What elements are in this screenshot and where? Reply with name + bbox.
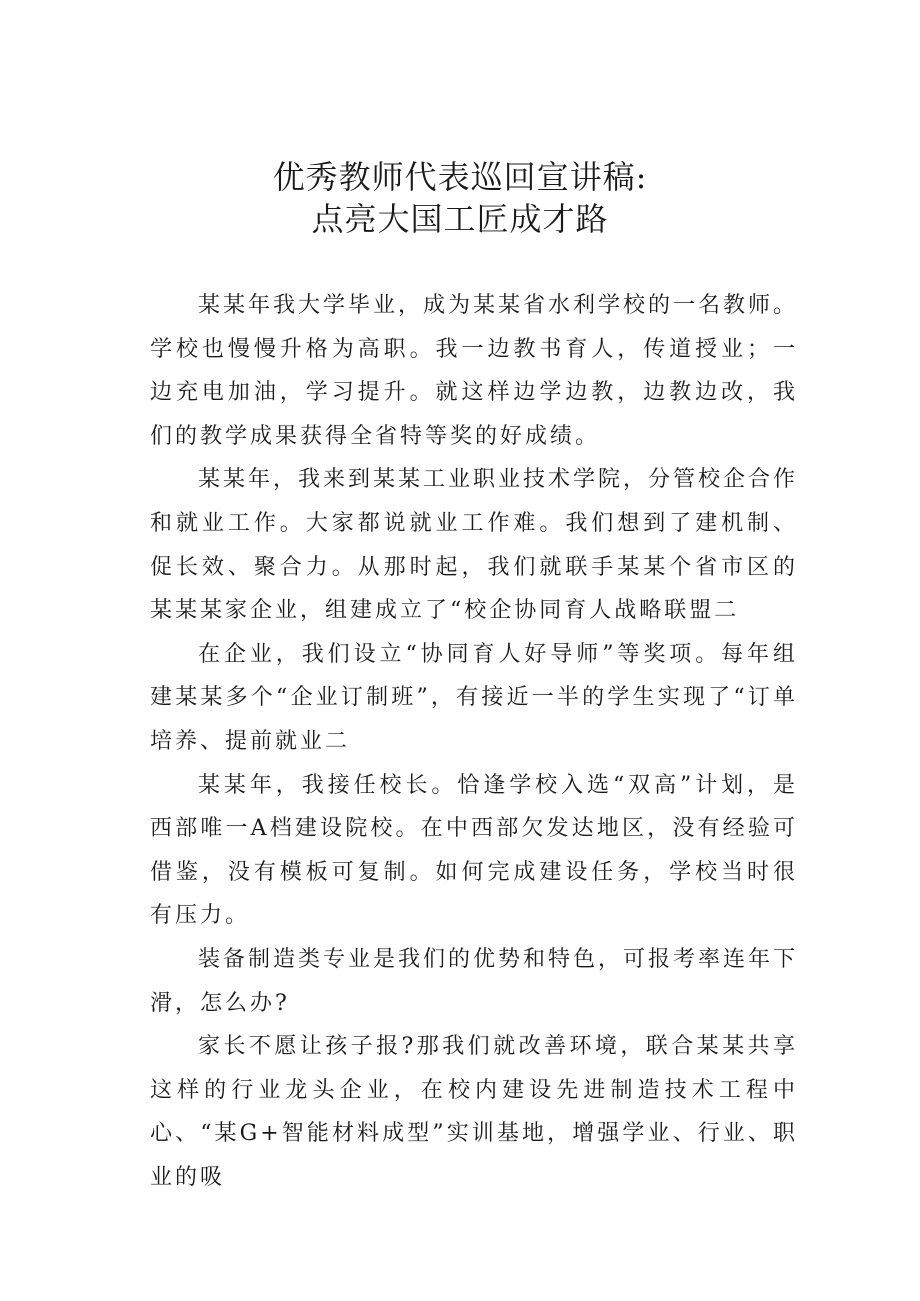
paragraph: 家长不愿让孩子报?那我们就改善环境，联合某某共享这样的行业龙头企业，在校内建设先进制造技术工程中心、“某G+智能材料成型”实训基地，增强学业、行业、职业的吸	[150, 1034, 798, 1190]
document-title-line-1: 优秀教师代表巡回宣讲稿:	[272, 158, 648, 196]
paragraph: 某某年我大学毕业，成为某某省水利学校的一名教师。学校也慢慢升格为高职。我一边教书育人，传道授业；一边充电加油，学习提升。就这样边学边教，边教边改，我们的教学成果获得全省特等奖的好成绩。	[150, 293, 799, 449]
paragraph: 某某年，我来到某某工业职业技术学院，分管校企合作和就业工作。大家都说就业工作难。我们想到了建机制、促长效、聚合力。从那时起，我们就联手某某个省市区的某某某家企业，组建成立了“校企协同育人战略联盟二	[150, 467, 799, 624]
document-body	[150, 284, 798, 1199]
paragraph: 装备制造类专业是我们的优势和特色，可报考率连年下滑，怎么办?	[150, 946, 799, 1016]
document-title-line-2: 点亮大国工匠成才路	[311, 200, 609, 238]
paragraph: 某某年，我接任校长。恰逢学校入选“双高”计划，是西部唯一A档建设院校。在中西部欠发达地区，没有经验可借鉴，没有模板可复制。如何完成建设任务，学校当时很有压力。	[150, 772, 798, 929]
paragraph: 在企业，我们设立“协同育人好导师”等奖项。每年组建某某多个“企业订制班”，有接近一半的学生实现了“订单培养、提前就业二	[150, 641, 798, 754]
